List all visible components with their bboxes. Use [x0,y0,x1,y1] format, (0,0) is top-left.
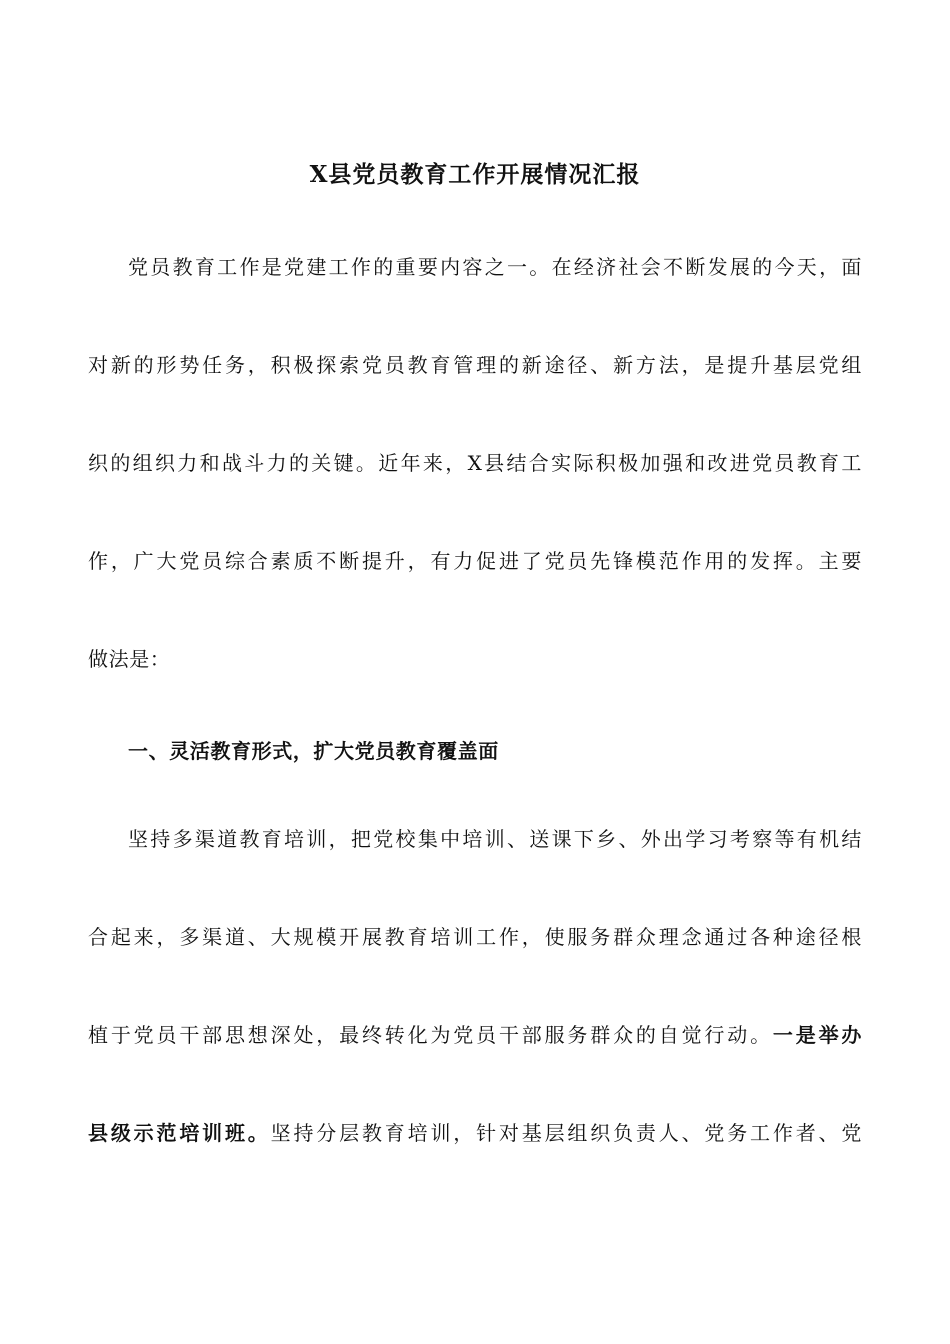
section-1-line-3 [88,986,862,1084]
intro-line-5: 做法是： [88,647,171,671]
intro-line-4: 作，广大党员综合素质不断提升，有力促进了党员先锋模范作用的发挥。主要 [88,549,862,573]
intro-line-2: 对新的形势任务，积极探索党员教育管理的新途径、新方法，是提升基层党组 [88,353,862,377]
section-1-line-3-bold: 一是举办 [772,1023,862,1047]
intro-line-1: 党员教育工作是党建工作的重要内容之一。在经济社会不断发展的今天，面 [128,255,862,279]
section-1-line-2: 合起来，多渠道、大规模开展教育培训工作，使服务群众理念通过各种途径根 [88,925,862,949]
section-1-line-1: 坚持多渠道教育培训，把党校集中培训、送课下乡、外出学习考察等有机结 [128,827,862,851]
intro-line-3: 织的组织力和战斗力的关键。近年来，X县结合实际积极加强和改进党员教育工 [88,451,862,475]
document-title: X县党员教育工作开展情况汇报 [309,161,641,188]
intro-paragraph [88,218,862,708]
section-1-line-4-text: 坚持分层教育培训，针对基层组织负责人、党务工作者、党 [270,1121,862,1145]
section-1-line-4-bold: 县级示范培训班。 [88,1121,271,1145]
section-1-line-3-text: 植于党员干部思想深处，最终转化为党员干部服务群众的自觉行动。 [88,1023,773,1047]
section-1-heading: 一、灵活教育形式，扩大党员教育覆盖面 [128,739,499,763]
section-1-paragraph [88,790,862,1182]
section-1-line-4 [88,1084,862,1182]
